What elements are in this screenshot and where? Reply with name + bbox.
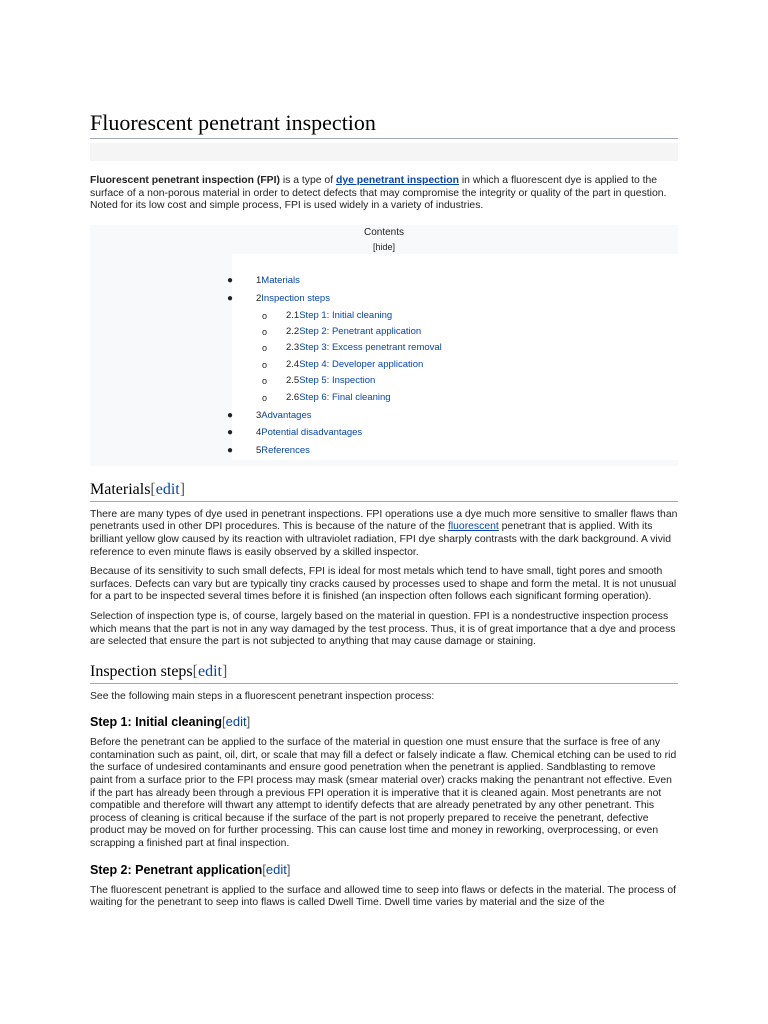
edit-link-step-2[interactable]: edit [265,861,287,877]
toc-item-link[interactable]: Step 2: Penetrant application [299,326,422,337]
toc-item-link[interactable]: Advantages [261,409,312,421]
sub-bullet-icon: o [262,343,268,354]
bullet-icon: ● [227,409,234,421]
article-content [90,110,678,910]
section-materials [90,480,678,649]
toc-item-link[interactable]: References [261,445,310,457]
toc-item-link[interactable]: Step 6: Final cleaning [299,391,391,403]
toc-item[interactable] [227,273,678,289]
edit-link-materials[interactable]: edit [155,480,180,498]
sub-bullet-icon: o [262,359,268,370]
toc-item[interactable] [227,425,678,441]
bullet-icon: ● [227,275,234,287]
toc-item-number: 3 [256,409,262,421]
toc-item[interactable] [232,308,678,324]
sub-bullet-icon: o [262,376,268,387]
toc-item[interactable] [232,357,678,373]
inspection-intro-paragraph: See the following main steps in a fluorescent penetrant inspection process: [90,690,435,702]
materials-paragraph-1: There are many types of dye used in penetrant inspections. FPI operations use a dye much more sensitive to smaller flaws than penetrants used in other DPI procedures. This is because of the nature of the fluorescent penetrant that is applied. With its brilliant yellow glow caused by its reaction with ultraviolet radiation, FPI dye sharply contrasts with the dark background. A vivid reference to even minute flaws is easily observed by a skilled inspector. [90,508,678,558]
fluorescent-link[interactable]: fluorescent [447,521,499,533]
step-2-paragraph: The fluorescent penetrant is applied to the surface and allowed time to seep into flaws or defects in the material. The process of waiting for the penetrant to seep into flaws is called Dwell Time. Dwell time varies by material and the size of the [90,884,677,909]
toc-item-number: 2 [256,293,262,305]
sub-bullet-icon: o [262,392,268,403]
toc-item[interactable] [227,443,678,459]
toc-item-link[interactable]: Materials [261,275,300,287]
toc-item-link[interactable]: Step 1: Initial cleaning [299,309,393,321]
toc-item-number: 2.4 [286,358,300,370]
toc-item-link[interactable]: Step 3: Excess penetrant removal [299,342,442,354]
sub-bullet-icon: o [262,310,268,321]
materials-paragraph-3: Selection of inspection type is, of course, largely based on the material in question. FPI is a nondestructive inspection process which means that the part is not in any way damaged by the test process. Thus, it is of great importance that a dye and process are selected that ensure the part is not subjected to anything that may cause damage or staining. [90,610,676,648]
bullet-icon: ● [227,427,234,439]
toc-item-number: 2.1 [286,309,300,321]
toc-item-number: 2.3 [286,342,300,354]
section-inspection-steps [90,662,678,910]
subsection-heading-step-1: Step 1: Initial cleaning[edit] [90,714,251,730]
toc-item[interactable] [232,340,678,356]
sub-bullet-icon: o [262,327,268,337]
dye-penetrant-link[interactable]: dye penetrant inspection [335,175,459,186]
bullet-icon: ● [227,293,234,305]
intro-term: Fluorescent penetrant inspection (FPI) [90,175,280,186]
subsection-heading-step-2: Step 2: Penetrant application[edit] [90,861,291,877]
toc-item[interactable] [227,291,678,307]
intro-paragraph: Fluorescent penetrant inspection (FPI) is a type of dye penetrant inspection in which a fluorescent dye is applied to the surface of a non-porous material in order to detect defects that may compromise the integrity or quality of the part in question. Noted for its low cost and simple process, FPI is used widely in a variety of industries. [90,175,667,212]
toc-item-link[interactable]: Potential disadvantages [261,427,363,439]
page-title: Fluorescent penetrant inspection [90,110,678,139]
toc-item[interactable] [232,373,678,389]
materials-paragraph-2: Because of its sensitivity to such small defects, FPI is ideal for most metals which tend to have small, tight pores and smooth surfaces. Defects can vary but are typically tiny cracks caused by processes used to shape and form the metal. It is not unusual for a part to be inspected several times before it is finished (an inspection often follows each significant forming operation). [90,566,677,603]
toc-hide-toggle[interactable]: [hide] [372,241,396,252]
edit-link-inspection-steps[interactable]: edit [197,662,222,680]
toc-hide-link[interactable]: hide [375,241,393,252]
toc-item[interactable] [232,324,678,340]
toc-item-link[interactable]: Step 5: Inspection [299,375,376,387]
toc-item-number: 5 [256,445,262,457]
bullet-icon: ● [227,445,234,457]
section-heading-inspection-steps: Inspection steps[edit] [90,662,678,684]
edit-link-step-1[interactable]: edit [225,714,247,730]
toc-item[interactable] [227,408,678,424]
site-sub-bar [90,143,678,161]
table-of-contents [90,225,678,466]
toc-item-number: 2.6 [286,391,300,403]
toc-item-number: 2.2 [286,326,300,337]
toc-item-link[interactable]: Inspection steps [261,293,330,305]
section-heading-materials: Materials[edit] [90,480,678,502]
toc-item-number: 4 [256,427,262,439]
toc-item-link[interactable]: Step 4: Developer application [299,358,424,370]
toc-list [227,254,678,460]
step-1-paragraph: Before the penetrant can be applied to the surface of the material in question one must ensure that the surface is free of any contamination such as paint, oil, dirt, or scale that may fill a defect or falsely indicate a flaw. Chemical etching can be used to rid the surface of undesired contaminants and ensure good penetration when the penetrant is applied. Sandblasting to remove paint from a surface prior to the FPI process may mask (smear material over) cracks making the penantrant not effective. Even if the part has already been through a previous FPI operation it is imperative that it is cleaned again. Most penetrants are not compatible and therefore will thwart any attempt to identify defects that are already penetrated by any other penetrant. This process of cleaning is critical because if the surface of the part is not properly prepared to receive the penetrant, defective product may be moved on for further processing. This can cause lost time and money in reworking, overprocessing, or even scrapping a finished part at final inspection. [90,737,677,850]
toc-item-number: 1 [256,275,262,287]
toc-item-number: 2.5 [286,375,300,387]
toc-item[interactable] [232,390,678,406]
toc-title: Contents [363,226,405,238]
